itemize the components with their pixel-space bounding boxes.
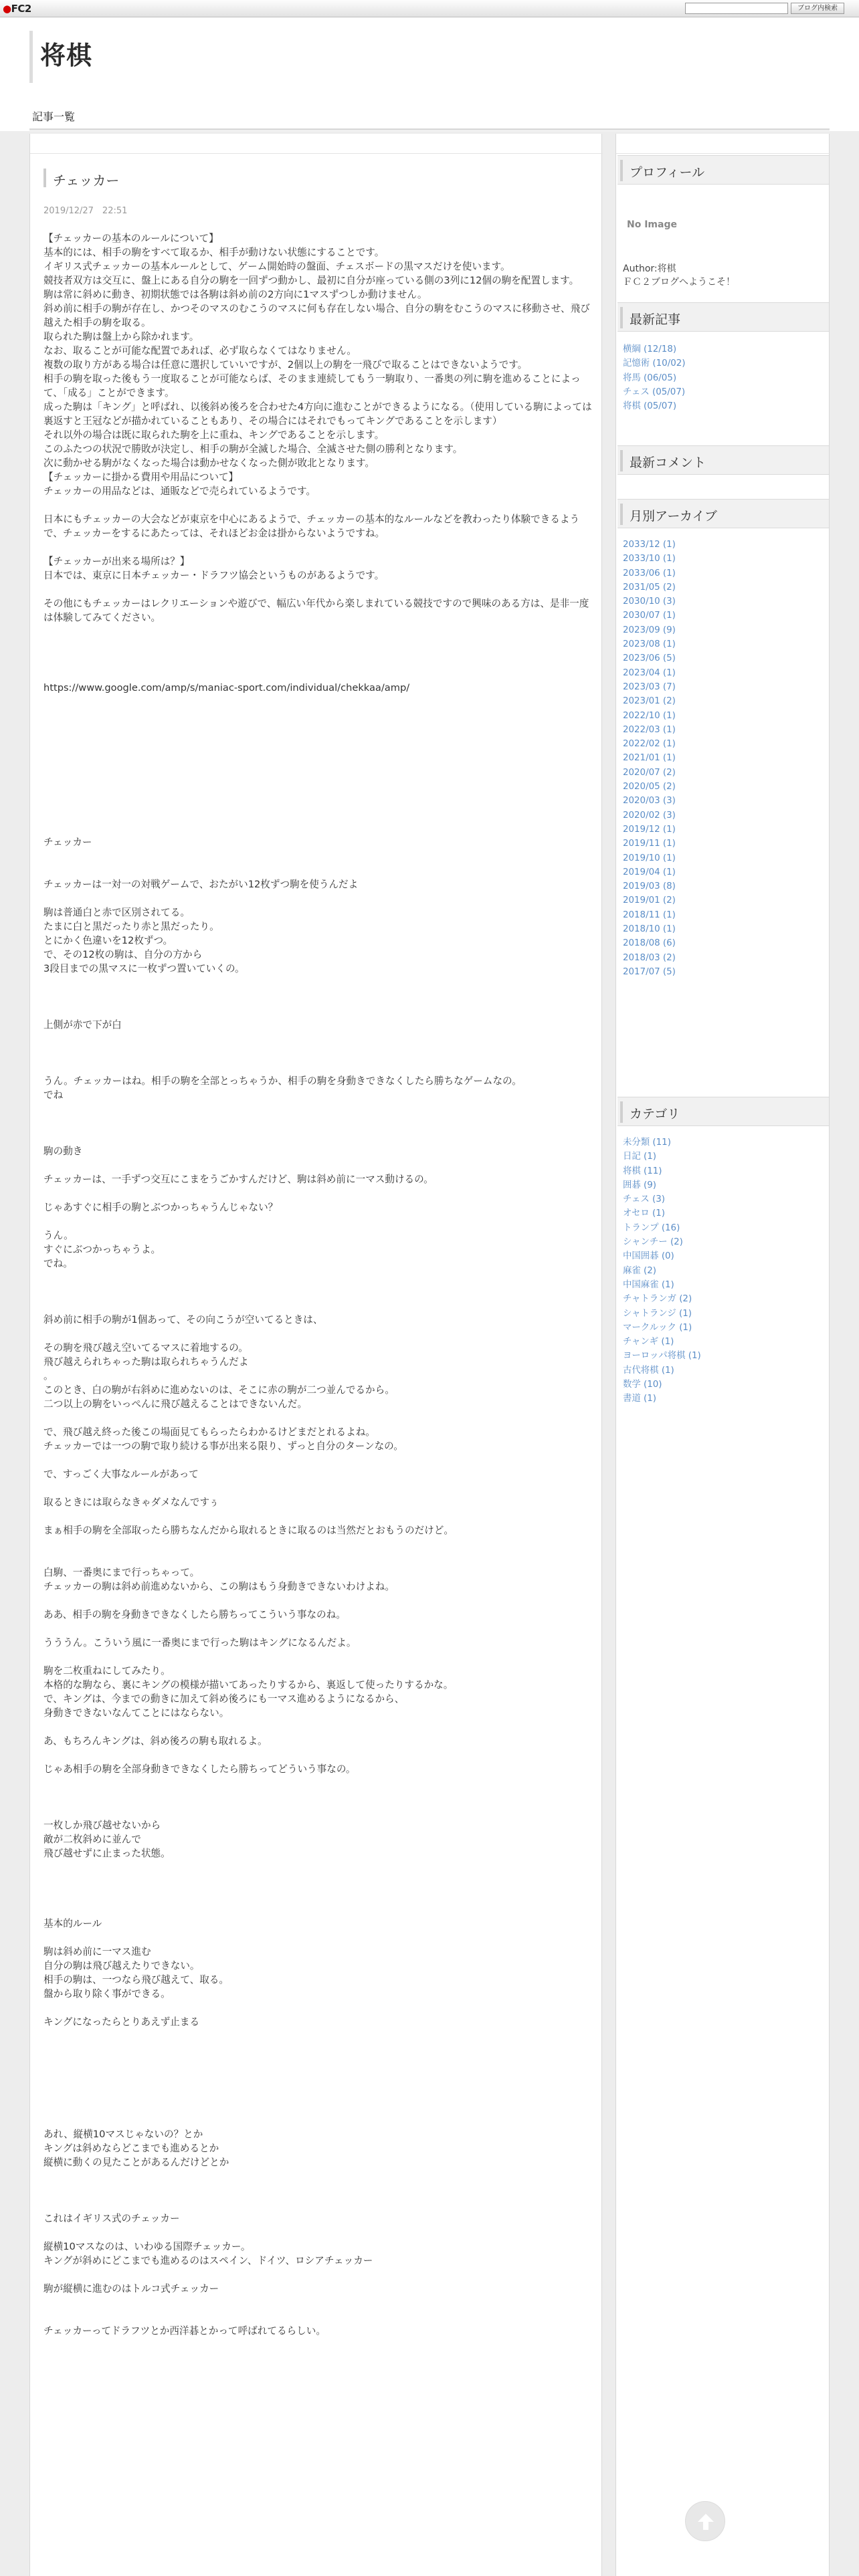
entry-paragraph: ああ、相手の駒を身動きできなくしたら勝ちってこういう事なのね。 [43, 1609, 346, 1620]
entry-paragraph: チェッカーは一対一の対戦ゲームで、おたがい12枚ずつ駒を使うんだよ [43, 879, 359, 890]
entry-paragraph [43, 1130, 592, 1144]
category-link[interactable]: 中国麻雀 (1) [623, 1279, 674, 1290]
entry-paragraph: 複数の取り方がある場合は任意に選択していいですが、2個以上の駒を一飛びで取ることはできないようです。 [43, 359, 528, 370]
archives-heading: 月別アーカイブ [630, 509, 717, 524]
recent-comments-heading: 最新コメント [630, 455, 706, 470]
fc2-logo-text: FC2 [11, 3, 31, 15]
entry-paragraph [43, 821, 592, 835]
archive-month-link[interactable]: 2020/02 (3) [623, 810, 676, 821]
entry-paragraph: 。 [43, 1370, 54, 1382]
entry-paragraph [43, 1271, 592, 1285]
archive-month-link[interactable]: 2019/03 (8) [623, 881, 676, 892]
entry-paragraph: 基本的ルール [43, 1918, 102, 1929]
entry-paragraph [43, 1790, 592, 1804]
entry-paragraph: 相手の駒は、一つなら飛び越えて、取る。 [43, 1974, 229, 1985]
entry-paragraph [43, 2169, 592, 2183]
title-accent-bar [29, 31, 33, 83]
entry-paragraph: それ以外の場合は既に取られた駒を上に重ね、キングであることを示します。 [43, 429, 385, 441]
recent-post-link[interactable]: 記憶術 (10/02) [623, 358, 686, 369]
archive-month-link[interactable]: 2018/03 (2) [623, 952, 676, 963]
archive-month-link[interactable]: 2030/07 (1) [623, 611, 676, 621]
profile-author [623, 262, 735, 289]
entry-paragraph: 白駒、一番奥にまで行っちゃって。 [43, 1567, 200, 1578]
entry-paragraph [43, 807, 592, 821]
entry-paragraph [43, 2001, 592, 2015]
archive-month-link[interactable]: 2031/05 (2) [623, 582, 676, 593]
back-to-top-button[interactable] [685, 2501, 725, 2541]
entry-paragraph: 飛び越えられちゃった駒は取られちゃうんだよ [43, 1356, 249, 1368]
entry-paragraph [43, 1327, 592, 1341]
entry-paragraph [43, 1860, 592, 1874]
entry-paragraph [43, 695, 592, 709]
entry-paragraph: チェッカーの用品などは、通販などで売られているようです。 [43, 486, 316, 497]
entry-paragraph: その他にもチェッカーはレクリエーションや遊びで、幅広い年代から楽しまれている競技ですので興味のある方は、是非一度は体験してみてください。 [43, 598, 589, 623]
main-column [29, 134, 602, 2576]
entry-link[interactable]: https://www.google.com/amp/s/maniac-sport.com/individual/chekkaa/amp/ [43, 682, 410, 693]
entry-paragraph: 敵が二枚斜めに並んで [43, 1834, 141, 1845]
archive-month-link[interactable]: 2019/04 (1) [623, 867, 676, 877]
archive-month-link[interactable]: 2018/08 (6) [623, 938, 676, 949]
entry-paragraph [43, 1650, 592, 1664]
entry-paragraph: 駒が縦横に進むのはトルコ式チェッカー [43, 2283, 219, 2294]
category-link[interactable]: 麻雀 (2) [623, 1265, 657, 1276]
entry-paragraph: うううん。こういう風に一番奥にまで行った駒はキングになるんだよ。 [43, 1637, 357, 1648]
archive-month-link[interactable]: 2019/11 (1) [623, 839, 676, 849]
category-link[interactable]: 書道 (1) [623, 1394, 657, 1404]
entry-paragraph: たまに白と黒だったり赤と黒だったり。 [43, 921, 219, 932]
entry-paragraph [43, 2296, 592, 2310]
entry-paragraph: 3段目までの黒マスに一枚ずつ置いていくの。 [43, 963, 245, 974]
entry-paragraph [43, 1931, 592, 1945]
entry-paragraph [43, 723, 592, 737]
entry-paragraph: で、すっごく大事なルールがあって [43, 1469, 199, 1480]
entry-paragraph [43, 2057, 592, 2071]
entry-paragraph [43, 1804, 592, 1818]
entry-paragraph: その駒を飛び越え空いてるマスに着地するの。 [43, 1342, 248, 1354]
entry-paragraph: とにかく色違いを12枚ずつ。 [43, 935, 173, 946]
archive-month-link[interactable]: 2022/03 (1) [623, 724, 676, 735]
archive-month-link[interactable]: 2023/04 (1) [623, 667, 676, 678]
category-link[interactable]: 古代将棋 (1) [623, 1365, 674, 1376]
entry-paragraph [43, 2099, 592, 2113]
blog-search-input[interactable] [685, 3, 788, 14]
entry-paragraph [43, 1453, 592, 1467]
entry-paragraph [43, 1004, 592, 1018]
recent-posts-heading: 最新記事 [630, 312, 681, 327]
entry-paragraph [43, 1285, 592, 1299]
entry-paragraph: チェッカーは、一手ずつ交互にこまをうごかすんだけど、駒は斜め前に一マス動けるの。 [43, 1174, 434, 1185]
entry-paragraph [43, 891, 592, 905]
category-link[interactable]: 将棋 (11) [623, 1166, 662, 1176]
author-line: Author:将棋 [623, 263, 676, 274]
entry-paragraph [43, 793, 592, 807]
nav-article-list[interactable]: 記事一覧 [32, 110, 76, 123]
archive-month-link[interactable]: 2018/10 (1) [623, 924, 676, 935]
entry-paragraph [43, 1481, 592, 1495]
category-link[interactable]: オセロ (1) [623, 1208, 665, 1219]
entry-paragraph [43, 1776, 592, 1790]
entry-paragraph: チェッカーの駒は斜め前進めないから、この駒はもう身動きできないわけよね。 [43, 1581, 395, 1592]
heading-accent [620, 307, 623, 328]
entry-paragraph [43, 737, 592, 751]
archive-month-link[interactable]: 2017/07 (5) [623, 966, 676, 977]
entry-paragraph: 次に動かせる駒がなくなった場合は動かせなくなった側が敗北となります。 [43, 457, 375, 469]
blog-search-button[interactable]: ブログ内検索 [791, 3, 844, 14]
entry-paragraph [43, 1032, 592, 1046]
archive-month-link[interactable]: 2023/09 (9) [623, 625, 676, 635]
entry-paragraph [43, 498, 592, 512]
categories-list [623, 1136, 701, 1406]
recent-post-link[interactable]: チェス (05/07) [623, 387, 686, 397]
entry-paragraph [43, 2071, 592, 2085]
entry-paragraph: なお、取ることが可能な配置であれば、必ず取らなくてはなりません。 [43, 345, 357, 356]
entry-paragraph: 本格的な駒なら、裏にキングの模様が描いてあったりするから、裏返して使ったりするかな。 [43, 1679, 454, 1691]
entry-paragraph: 縦横に動くの見たことがあるんだけどとか [43, 2157, 229, 2168]
category-link[interactable]: シャトランジ (1) [623, 1308, 692, 1319]
entry-paragraph: 駒の動き [43, 1146, 83, 1157]
entry-paragraph [43, 2183, 592, 2197]
entry-paragraph: 成った駒は「キング」と呼ばれ、以後斜め後ろを合わせた4方向に進むことができるようになる。（使用している駒によっては裏返すと王冠などが描かれていることもあり、その場合にはそれでもってキングであることを示します） [43, 401, 592, 427]
entry-paragraph [43, 1594, 592, 1608]
entry-paragraph [43, 1874, 592, 1889]
blog-title[interactable]: 将棋 [40, 41, 93, 70]
entry-title[interactable]: チェッカー [53, 173, 120, 189]
entry-paragraph: 競技者双方は交互に、盤上にある自分の駒を一回ずつ動かし、最初に自分が座っている側の3列に12個の駒を配置します。 [43, 275, 579, 286]
entry-paragraph: まぁ相手の駒を全部取ったら勝ちなんだから取れるときに取るのは当然だとおもうのだけど。 [43, 1525, 454, 1536]
entry-paragraph [43, 2043, 592, 2057]
entry-paragraph: チェッカーでは一つの駒で取り続ける事が出来る限り、ずっと自分のターンなの。 [43, 1440, 403, 1452]
entry-paragraph: イギリス式チェッカーの基本ルールとして、ゲーム開始時の盤面、チェスボードの黒マスだけを使います。 [43, 261, 510, 272]
entry-paragraph [43, 1046, 592, 1060]
entry-paragraph [43, 1116, 592, 1130]
recent-posts-list [623, 342, 685, 413]
entry-paragraph: あれ、縦横10マスじゃないの？とか [43, 2129, 203, 2140]
entry-paragraph: チェッカー [43, 837, 92, 848]
entry-paragraph [43, 1102, 592, 1116]
sidebar [615, 134, 830, 2576]
entry-paragraph [43, 1186, 592, 1200]
entry-paragraph [43, 1622, 592, 1636]
entry-paragraph: キングは斜めならどこまでも進めるとか [43, 2143, 219, 2154]
archive-month-link[interactable]: 2023/03 (7) [623, 681, 676, 692]
entry-paragraph: で、飛び越え終った後この場面見てもらったらわかるけどまだとれるよね。 [43, 1426, 375, 1438]
entry-paragraph: 縦横10マスなのは、いわゆる国際チェッカー。 [43, 2241, 251, 2252]
heading-accent [620, 450, 623, 471]
avatar-no-image: No Image [627, 219, 677, 230]
entry-paragraph [43, 1889, 592, 1903]
entry-paragraph: 日本では、東京に日本チェッカー・ドラフツ協会というものがあるようです。 [43, 570, 385, 581]
category-link[interactable]: シャンチー (2) [623, 1237, 683, 1248]
archives-heading-box [617, 499, 829, 528]
entry-paragraph [43, 1411, 592, 1425]
entry-paragraph [43, 1720, 592, 1734]
entry-paragraph [43, 1509, 592, 1523]
archive-month-link[interactable]: 2033/06 (1) [623, 568, 676, 578]
archive-month-link[interactable]: 2020/03 (3) [623, 796, 676, 807]
entry-paragraph: じゃあすぐに相手の駒とぶつかっちゃうんじゃない？ [43, 1202, 278, 1213]
entry-paragraph: このふたつの状況で勝敗が決定し、相手の駒が全滅した場合、全滅させた側の勝利となります。 [43, 443, 463, 455]
archives-list [623, 538, 676, 979]
entry-paragraph: これはイギリス式のチェッカー [43, 2213, 180, 2224]
entry-paragraph: 日本にもチェッカーの大会などが東京を中心にあるようで、チェッカーの基本的なルールなどを教わったり体験できるようで、チェッカーをするにあたっては、それほどお金は掛からないようですね。 [43, 514, 580, 539]
entry-paragraph: 盤から取り除く事ができる。 [43, 1988, 171, 2000]
entry-paragraph: 上側が赤で下が白 [43, 1019, 122, 1031]
entry-paragraph [43, 765, 592, 779]
entry-paragraph: 取るときには取らなきゃダメなんですぅ [43, 1497, 219, 1508]
recent-post-link[interactable]: 将馬 (06/05) [623, 372, 677, 383]
entry-paragraph: 【チェッカーが出来る場所は？】 [43, 556, 190, 567]
sidebar-top-strip [616, 134, 830, 154]
entry-paragraph [43, 625, 592, 639]
entry-paragraph [43, 976, 592, 990]
entry-paragraph: うん。チェッカーはね。相手の駒を全部とっちゃうか、相手の駒を身動きできなくしたら勝ちなゲームなの。 [43, 1075, 522, 1087]
entry-paragraph [43, 849, 592, 863]
categories-heading-box [617, 1097, 829, 1126]
archive-month-link[interactable]: 2020/05 (2) [623, 782, 676, 792]
entry-body [43, 231, 592, 2338]
entry-paragraph [43, 2310, 592, 2324]
profile-greeting: ＦＣ２ブログへようこそ！ [623, 277, 735, 288]
entry-paragraph [43, 639, 592, 653]
entry-paragraph: 一枚しか飛び越せないから [43, 1820, 161, 1831]
entry-paragraph [43, 2029, 592, 2043]
entry-paragraph: すぐにぶつかっちゃうよ。 [43, 1244, 161, 1255]
entry-paragraph [43, 1551, 592, 1566]
entry-paragraph: 斜め前に相手の駒が存在し、かつそのマスのむこうのマスに何も存在しない場合、自分の駒をむこうのマスに移動させ、飛び越えた相手の駒を取る。 [43, 303, 590, 328]
category-link[interactable]: チェス (3) [623, 1194, 665, 1205]
recent-comments-heading-box [617, 445, 829, 475]
archive-month-link[interactable]: 2030/10 (3) [623, 597, 676, 607]
entry-paragraph [43, 1214, 592, 1228]
recent-post-link[interactable]: 将棋 (05/07) [623, 401, 677, 412]
categories-heading: カテゴリ [630, 1107, 680, 1121]
profile-heading: プロフィール [630, 165, 705, 180]
entry-paragraph [43, 2268, 592, 2282]
category-link[interactable]: 数学 (10) [623, 1380, 662, 1390]
entry-paragraph: 駒は斜め前に一マス進む [43, 1946, 151, 1957]
arrow-up-icon [695, 2511, 717, 2533]
entry-date: 2019/12/27 22:51 [43, 206, 128, 216]
profile-heading-box [617, 155, 829, 185]
fc2-toolbar [0, 0, 859, 17]
entry-paragraph [43, 1903, 592, 1917]
entry-paragraph: 相手の駒を取った後もう一度取ることが可能ならば、そのまま連続してもう一駒取り、一番奥の列に駒を進めることによって、「成る」ことができます。 [43, 373, 581, 399]
entry-paragraph: 駒は常に斜めに動き、初期状態では各駒は斜め前の2方向に1マスずつしか動けません。 [43, 289, 427, 300]
recent-posts-heading-box [617, 302, 829, 332]
entry-paragraph: このとき、白の駒が右斜めに進めないのは、そこに赤の駒が二つ並んでるから。 [43, 1384, 395, 1396]
entry-paragraph: 基本的には、相手の駒をすべて取るか、相手が動けない状態にすることです。 [43, 247, 385, 258]
entry-paragraph: 駒は普通白と赤で区別されてる。 [43, 907, 190, 918]
heading-accent [620, 504, 623, 525]
entry-paragraph: 自分の駒は飛び越えたりできない。 [43, 1960, 200, 1971]
entry-paragraph [43, 653, 592, 667]
entry-paragraph [43, 990, 592, 1004]
category-link[interactable]: チャトランガ (2) [623, 1294, 692, 1305]
entry-paragraph: あ、もちろんキングは、斜め後ろの駒も取れるよ。 [43, 1735, 268, 1747]
category-link[interactable]: ヨーロッパ将棋 (1) [623, 1351, 701, 1362]
entry-paragraph: 身動きできないなんてことにはならない。 [43, 1707, 229, 1719]
category-link[interactable]: チャンギ (1) [623, 1337, 674, 1348]
entry-paragraph: キングになったらとりあえず止まる [43, 2016, 200, 2028]
entry-paragraph: で、その12枚の駒は、自分の方から [43, 949, 203, 960]
archive-month-link[interactable]: 2019/01 (2) [623, 895, 676, 906]
recent-post-link[interactable]: 横綱 (12/18) [623, 344, 677, 354]
nav-divider [29, 128, 830, 130]
entry-paragraph [43, 540, 592, 554]
archive-month-link[interactable]: 2023/08 (1) [623, 639, 676, 650]
entry-paragraph: 駒を二枚重ねにしてみたり。 [43, 1665, 171, 1677]
category-link[interactable]: トランプ (16) [623, 1222, 680, 1233]
category-link[interactable]: 日記 (1) [623, 1152, 657, 1162]
entry-paragraph [43, 2085, 592, 2099]
entry-paragraph [43, 1299, 592, 1313]
category-link[interactable]: 囲碁 (9) [623, 1180, 657, 1190]
archive-month-link[interactable]: 2019/12 (1) [623, 824, 676, 835]
entry-paragraph [43, 1060, 592, 1074]
archive-month-link[interactable]: 2022/10 (1) [623, 710, 676, 721]
entry-paragraph [43, 667, 592, 681]
entry-paragraph: 飛び越せずに止まった状態。 [43, 1848, 171, 1859]
category-link[interactable]: マークルック (1) [623, 1322, 692, 1333]
entry-paragraph: じゃあ相手の駒を全部身動きできなくしたら勝ちってどういう事なの。 [43, 1763, 356, 1775]
archive-month-link[interactable]: 2023/06 (5) [623, 653, 676, 664]
entry-paragraph: でね。 [43, 1258, 73, 1269]
entry-paragraph [43, 863, 592, 877]
entry-paragraph [43, 751, 592, 765]
entry-paragraph [43, 779, 592, 793]
entry-paragraph: チェッカーってドラフツとか西洋碁とかって呼ばれてるらしい。 [43, 2325, 326, 2337]
archive-month-link[interactable]: 2023/01 (2) [623, 696, 676, 707]
entry-paragraph [43, 1537, 592, 1551]
entry-paragraph [43, 709, 592, 723]
entry-paragraph: キングが斜めにどこまでも進めるのはスペイン、ドイツ、ロシアチェッカー [43, 2255, 373, 2266]
entry-paragraph: でね [43, 1089, 64, 1101]
category-link[interactable]: 中国囲碁 (0) [623, 1251, 674, 1262]
entry-paragraph: 斜め前に相手の駒が1個あって、その向こうが空いてるときは、 [43, 1314, 323, 1325]
archive-month-link[interactable]: 2033/10 (1) [623, 554, 676, 564]
archive-month-link[interactable]: 2018/11 (1) [623, 909, 676, 920]
entry-paragraph [43, 2197, 592, 2212]
entry-paragraph: 【チェッカーに掛かる費用や用品について】 [43, 471, 239, 483]
archive-month-link[interactable]: 2021/01 (1) [623, 753, 676, 764]
entry-paragraph [43, 2113, 592, 2127]
archive-month-link[interactable]: 2020/07 (2) [623, 767, 676, 778]
entry-paragraph [43, 1158, 592, 1172]
archive-month-link[interactable]: 2033/12 (1) [623, 540, 676, 550]
entry-paragraph: 二つ以上の駒をいっぺんに飛び越えることはできないんだ。 [43, 1398, 308, 1410]
entry-paragraph: 取られた駒は盤上から除かれます。 [43, 331, 199, 342]
heading-accent [620, 160, 623, 181]
main-top-strip [30, 134, 603, 154]
archive-month-link[interactable]: 2019/10 (1) [623, 853, 676, 863]
entry-paragraph [43, 582, 592, 597]
category-link[interactable]: 未分類 (11) [623, 1138, 671, 1148]
entry-paragraph [43, 1748, 592, 1762]
fc2-logo[interactable]: ●FC2 [3, 3, 31, 15]
blog-header [0, 17, 859, 131]
entry-title-accent [43, 169, 46, 187]
archive-month-link[interactable]: 2022/02 (1) [623, 739, 676, 750]
entry-paragraph: で、キングは、今までの動きに加えて斜め後ろにも一マス進めるようになるから、 [43, 1693, 405, 1705]
heading-accent [620, 1101, 623, 1123]
entry-paragraph: うん。 [43, 1230, 74, 1241]
entry-paragraph: 【チェッカーの基本のルールについて】 [43, 233, 219, 244]
entry-paragraph [43, 2226, 592, 2240]
